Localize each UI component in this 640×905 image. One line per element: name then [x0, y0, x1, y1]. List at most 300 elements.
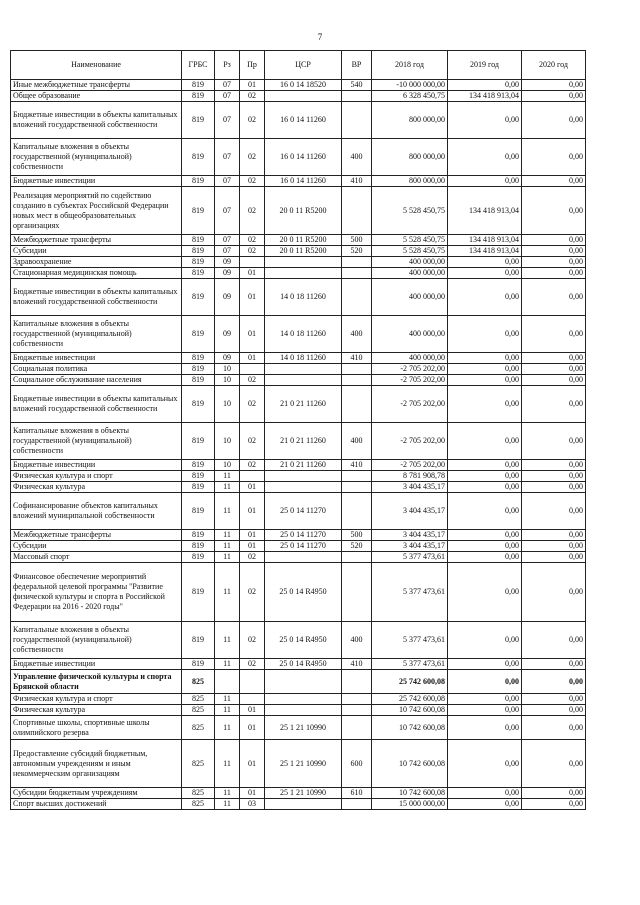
cell-2019: 0,00: [448, 423, 522, 460]
cell-rz: 11: [215, 659, 240, 670]
cell-csr: 25 0 14 11270: [265, 541, 342, 552]
cell-grbs: 825: [182, 670, 215, 694]
table-row: [11, 187, 586, 235]
table-row: [11, 493, 586, 530]
cell-2019: 0,00: [448, 740, 522, 788]
cell-2018: 10 742 600,08: [372, 788, 448, 799]
cell-name: Спорт высших достижений: [11, 799, 182, 810]
cell-csr: [265, 364, 342, 375]
cell-2018: 5 377 473,61: [372, 622, 448, 659]
cell-vr: [342, 670, 372, 694]
cell-grbs: 819: [182, 364, 215, 375]
cell-2019: 0,00: [448, 386, 522, 423]
cell-csr: 20 0 11 R5200: [265, 246, 342, 257]
cell-name: Предоставление субсидий бюджетным, автономным учреждениям и иным некоммерческим организациям: [11, 740, 182, 788]
cell-pr: 01: [240, 541, 265, 552]
cell-grbs: 819: [182, 80, 215, 91]
cell-csr: 25 1 21 10990: [265, 740, 342, 788]
cell-rz: 10: [215, 364, 240, 375]
cell-2019: 0,00: [448, 788, 522, 799]
cell-rz: 09: [215, 279, 240, 316]
cell-name: Межбюджетные трансферты: [11, 235, 182, 246]
cell-vr: [342, 694, 372, 705]
cell-vr: 500: [342, 530, 372, 541]
cell-grbs: 819: [182, 563, 215, 622]
header-2018: 2018 год: [372, 51, 448, 80]
table-header-row: [11, 51, 586, 80]
cell-grbs: 819: [182, 257, 215, 268]
cell-pr: 02: [240, 423, 265, 460]
cell-grbs: 819: [182, 482, 215, 493]
header-csr: ЦСР: [265, 51, 342, 80]
cell-2019: 0,00: [448, 257, 522, 268]
cell-name: Финансовое обеспечение мероприятий федеральной целевой программы "Развитие физической культуры и спорта в Российской Федерации на 2016 - 2020 годы": [11, 563, 182, 622]
cell-2018: 800 000,00: [372, 139, 448, 176]
cell-vr: [342, 799, 372, 810]
cell-2020: 0,00: [522, 80, 586, 91]
cell-pr: 01: [240, 353, 265, 364]
cell-csr: 16 0 14 11260: [265, 102, 342, 139]
cell-name: Здравоохранение: [11, 257, 182, 268]
cell-2018: 5 377 473,61: [372, 659, 448, 670]
cell-name: Физическая культура и спорт: [11, 471, 182, 482]
cell-rz: 09: [215, 316, 240, 353]
cell-pr: 01: [240, 788, 265, 799]
table-row: [11, 235, 586, 246]
cell-2020: 0,00: [522, 375, 586, 386]
header-vr: ВР: [342, 51, 372, 80]
cell-2018: 8 781 908,78: [372, 471, 448, 482]
cell-pr: 02: [240, 176, 265, 187]
cell-pr: 03: [240, 799, 265, 810]
cell-2020: 0,00: [522, 460, 586, 471]
table-row: [11, 176, 586, 187]
cell-vr: [342, 375, 372, 386]
cell-grbs: 819: [182, 235, 215, 246]
cell-vr: [342, 279, 372, 316]
cell-grbs: 819: [182, 375, 215, 386]
cell-rz: 10: [215, 386, 240, 423]
table-row: [11, 460, 586, 471]
header-2020: 2020 год: [522, 51, 586, 80]
cell-2020: 0,00: [522, 386, 586, 423]
cell-vr: [342, 471, 372, 482]
table-row: [11, 716, 586, 740]
cell-rz: 11: [215, 482, 240, 493]
cell-vr: 520: [342, 541, 372, 552]
cell-2018: 400 000,00: [372, 257, 448, 268]
cell-csr: [265, 694, 342, 705]
cell-pr: [240, 257, 265, 268]
cell-name: Софинансирование объектов капитальных вложений муниципальной собственности: [11, 493, 182, 530]
cell-2018: 6 328 450,75: [372, 91, 448, 102]
cell-2018: 25 742 600,08: [372, 694, 448, 705]
cell-grbs: 819: [182, 187, 215, 235]
cell-grbs: 819: [182, 541, 215, 552]
cell-name: Капитальные вложения в объекты государственной (муниципальной) собственности: [11, 622, 182, 659]
cell-csr: 21 0 21 11260: [265, 386, 342, 423]
cell-rz: 11: [215, 471, 240, 482]
table-row: [11, 694, 586, 705]
header-grbs: ГРБС: [182, 51, 215, 80]
cell-2018: 3 404 435,17: [372, 493, 448, 530]
cell-vr: 410: [342, 353, 372, 364]
table-row: [11, 563, 586, 622]
cell-grbs: 819: [182, 102, 215, 139]
cell-name: Массовый спорт: [11, 552, 182, 563]
cell-name: Бюджетные инвестиции в объекты капитальных вложений государственной собственности: [11, 102, 182, 139]
cell-vr: [342, 563, 372, 622]
cell-2018: -2 705 202,00: [372, 386, 448, 423]
cell-pr: 02: [240, 563, 265, 622]
cell-name: Физическая культура и спорт: [11, 694, 182, 705]
cell-grbs: 819: [182, 139, 215, 176]
cell-2019: 0,00: [448, 375, 522, 386]
cell-rz: 10: [215, 460, 240, 471]
table-row: [11, 353, 586, 364]
table-row: [11, 788, 586, 799]
cell-2020: 0,00: [522, 740, 586, 788]
cell-grbs: 819: [182, 246, 215, 257]
cell-vr: [342, 705, 372, 716]
cell-csr: 20 0 11 R5200: [265, 187, 342, 235]
cell-pr: 02: [240, 235, 265, 246]
cell-pr: 02: [240, 622, 265, 659]
cell-2019: 134 418 913,04: [448, 246, 522, 257]
cell-grbs: 819: [182, 91, 215, 102]
cell-2020: 0,00: [522, 788, 586, 799]
cell-name: Физическая культура: [11, 705, 182, 716]
table-row: [11, 316, 586, 353]
cell-rz: 07: [215, 176, 240, 187]
cell-rz: 07: [215, 246, 240, 257]
cell-2020: 0,00: [522, 423, 586, 460]
cell-rz: 11: [215, 799, 240, 810]
cell-name: Социальное обслуживание населения: [11, 375, 182, 386]
cell-pr: [240, 694, 265, 705]
cell-2020: 0,00: [522, 279, 586, 316]
table-row: [11, 139, 586, 176]
cell-rz: 11: [215, 694, 240, 705]
cell-rz: 11: [215, 530, 240, 541]
cell-2018: 800 000,00: [372, 102, 448, 139]
cell-2020: 0,00: [522, 176, 586, 187]
cell-2020: 0,00: [522, 139, 586, 176]
cell-name: Бюджетные инвестиции: [11, 353, 182, 364]
cell-vr: 400: [342, 139, 372, 176]
cell-csr: [265, 471, 342, 482]
cell-2018: 5 377 473,61: [372, 552, 448, 563]
cell-rz: 11: [215, 622, 240, 659]
cell-vr: [342, 552, 372, 563]
table-row: [11, 364, 586, 375]
cell-csr: [265, 375, 342, 386]
table-row: [11, 102, 586, 139]
header-2019: 2019 год: [448, 51, 522, 80]
cell-2018: 3 404 435,17: [372, 482, 448, 493]
cell-pr: 02: [240, 460, 265, 471]
cell-vr: [342, 268, 372, 279]
cell-csr: [265, 705, 342, 716]
cell-2018: 3 404 435,17: [372, 541, 448, 552]
header-pr: Пр: [240, 51, 265, 80]
cell-pr: 01: [240, 493, 265, 530]
cell-rz: 07: [215, 139, 240, 176]
cell-pr: 02: [240, 91, 265, 102]
cell-grbs: 819: [182, 552, 215, 563]
cell-csr: [265, 257, 342, 268]
cell-pr: 02: [240, 375, 265, 386]
cell-csr: 14 0 18 11260: [265, 316, 342, 353]
cell-rz: 07: [215, 235, 240, 246]
table-row: [11, 471, 586, 482]
cell-csr: 21 0 21 11260: [265, 423, 342, 460]
cell-vr: 400: [342, 316, 372, 353]
table-row: [11, 541, 586, 552]
cell-vr: 400: [342, 622, 372, 659]
table-row: [11, 423, 586, 460]
cell-2019: 0,00: [448, 694, 522, 705]
cell-rz: 11: [215, 552, 240, 563]
cell-grbs: 819: [182, 530, 215, 541]
cell-2019: 0,00: [448, 102, 522, 139]
cell-name: Субсидии: [11, 246, 182, 257]
cell-vr: [342, 716, 372, 740]
cell-2018: -2 705 202,00: [372, 375, 448, 386]
cell-2018: 10 742 600,08: [372, 740, 448, 788]
cell-2020: 0,00: [522, 364, 586, 375]
cell-name: Стационарная медицинская помощь: [11, 268, 182, 279]
table-row: [11, 659, 586, 670]
cell-vr: 600: [342, 740, 372, 788]
table-row: [11, 552, 586, 563]
cell-rz: 10: [215, 423, 240, 460]
cell-2019: 0,00: [448, 353, 522, 364]
cell-pr: 02: [240, 386, 265, 423]
cell-2018: 400 000,00: [372, 268, 448, 279]
cell-name: Спортивные школы, спортивные школы олимпийского резерва: [11, 716, 182, 740]
table-row: [11, 386, 586, 423]
table-row: [11, 268, 586, 279]
cell-rz: 07: [215, 187, 240, 235]
cell-2019: 0,00: [448, 176, 522, 187]
cell-grbs: 819: [182, 659, 215, 670]
cell-pr: 02: [240, 102, 265, 139]
cell-grbs: 825: [182, 788, 215, 799]
cell-csr: [265, 799, 342, 810]
cell-2020: 0,00: [522, 705, 586, 716]
cell-rz: 11: [215, 716, 240, 740]
table-row: [11, 622, 586, 659]
cell-2019: 0,00: [448, 622, 522, 659]
cell-csr: [265, 482, 342, 493]
cell-2020: 0,00: [522, 659, 586, 670]
cell-2018: -2 705 202,00: [372, 460, 448, 471]
cell-2018: 15 000 000,00: [372, 799, 448, 810]
cell-2019: 0,00: [448, 364, 522, 375]
table-row: [11, 670, 586, 694]
header-name: Наименование: [11, 51, 182, 80]
cell-pr: 02: [240, 139, 265, 176]
cell-rz: 11: [215, 541, 240, 552]
cell-2019: 134 418 913,04: [448, 187, 522, 235]
cell-2020: 0,00: [522, 353, 586, 364]
cell-pr: 01: [240, 279, 265, 316]
cell-vr: 520: [342, 246, 372, 257]
table-row: [11, 80, 586, 91]
table-row: [11, 279, 586, 316]
cell-vr: 410: [342, 460, 372, 471]
cell-csr: 25 0 14 11270: [265, 493, 342, 530]
cell-2019: 0,00: [448, 80, 522, 91]
cell-2019: 0,00: [448, 670, 522, 694]
cell-name: Бюджетные инвестиции в объекты капитальных вложений государственной собственности: [11, 279, 182, 316]
cell-2020: 0,00: [522, 268, 586, 279]
cell-2019: 0,00: [448, 563, 522, 622]
cell-grbs: 825: [182, 799, 215, 810]
cell-2018: -2 705 202,00: [372, 364, 448, 375]
cell-grbs: 825: [182, 740, 215, 788]
cell-pr: [240, 670, 265, 694]
cell-name: Социальная политика: [11, 364, 182, 375]
cell-2018: -10 000 000,00: [372, 80, 448, 91]
cell-2019: 0,00: [448, 541, 522, 552]
cell-2020: 0,00: [522, 493, 586, 530]
page-number: 7: [317, 32, 323, 42]
cell-pr: 01: [240, 740, 265, 788]
cell-2020: 0,00: [522, 563, 586, 622]
cell-2019: 0,00: [448, 482, 522, 493]
cell-name: Иные межбюджетные трансферты: [11, 80, 182, 91]
cell-pr: 01: [240, 482, 265, 493]
cell-vr: 400: [342, 423, 372, 460]
cell-2018: 800 000,00: [372, 176, 448, 187]
cell-2018: 400 000,00: [372, 279, 448, 316]
cell-pr: 01: [240, 716, 265, 740]
cell-2020: 0,00: [522, 541, 586, 552]
cell-grbs: 819: [182, 423, 215, 460]
cell-2018: 10 742 600,08: [372, 705, 448, 716]
cell-2020: 0,00: [522, 316, 586, 353]
cell-2020: 0,00: [522, 257, 586, 268]
cell-grbs: 819: [182, 471, 215, 482]
cell-rz: 11: [215, 563, 240, 622]
cell-name: Реализация мероприятий по содействию созданию в субъектах Российской Федерации новых мест в общеобразовательных организациях: [11, 187, 182, 235]
cell-rz: 09: [215, 353, 240, 364]
cell-2019: 0,00: [448, 471, 522, 482]
cell-vr: 410: [342, 176, 372, 187]
cell-name: Бюджетные инвестиции: [11, 659, 182, 670]
cell-grbs: 819: [182, 622, 215, 659]
cell-2019: 0,00: [448, 659, 522, 670]
cell-grbs: 825: [182, 716, 215, 740]
cell-rz: 09: [215, 257, 240, 268]
cell-2019: 0,00: [448, 716, 522, 740]
cell-name: Бюджетные инвестиции: [11, 460, 182, 471]
cell-csr: 16 0 14 11260: [265, 139, 342, 176]
cell-grbs: 825: [182, 705, 215, 716]
cell-2019: 0,00: [448, 279, 522, 316]
cell-csr: 25 1 21 10990: [265, 716, 342, 740]
cell-vr: [342, 493, 372, 530]
cell-name: Капитальные вложения в объекты государственной (муниципальной) собственности: [11, 139, 182, 176]
cell-2020: 0,00: [522, 622, 586, 659]
cell-csr: 25 0 14 11270: [265, 530, 342, 541]
cell-pr: 02: [240, 246, 265, 257]
cell-2019: 0,00: [448, 530, 522, 541]
cell-rz: 09: [215, 268, 240, 279]
cell-2019: 0,00: [448, 316, 522, 353]
cell-2019: 0,00: [448, 460, 522, 471]
cell-csr: 25 0 14 R4950: [265, 622, 342, 659]
cell-name: Субсидии бюджетным учреждениям: [11, 788, 182, 799]
cell-pr: 02: [240, 659, 265, 670]
cell-csr: 25 1 21 10990: [265, 788, 342, 799]
cell-csr: [265, 670, 342, 694]
cell-rz: 07: [215, 80, 240, 91]
cell-vr: 540: [342, 80, 372, 91]
cell-grbs: 819: [182, 386, 215, 423]
cell-grbs: 819: [182, 353, 215, 364]
cell-pr: 01: [240, 80, 265, 91]
table-row: [11, 246, 586, 257]
cell-vr: [342, 386, 372, 423]
cell-2020: 0,00: [522, 187, 586, 235]
cell-2020: 0,00: [522, 482, 586, 493]
cell-grbs: 819: [182, 460, 215, 471]
cell-csr: [265, 552, 342, 563]
cell-rz: 11: [215, 705, 240, 716]
table-row: [11, 375, 586, 386]
cell-2019: 0,00: [448, 268, 522, 279]
cell-2020: 0,00: [522, 91, 586, 102]
cell-2020: 0,00: [522, 530, 586, 541]
cell-pr: [240, 471, 265, 482]
cell-csr: 16 0 14 11260: [265, 176, 342, 187]
cell-vr: [342, 364, 372, 375]
cell-name: Бюджетные инвестиции в объекты капитальных вложений государственной собственности: [11, 386, 182, 423]
cell-2018: 5 377 473,61: [372, 563, 448, 622]
cell-2020: 0,00: [522, 552, 586, 563]
cell-2018: 3 404 435,17: [372, 530, 448, 541]
cell-rz: 10: [215, 375, 240, 386]
header-rz: Рз: [215, 51, 240, 80]
cell-csr: 14 0 18 11260: [265, 353, 342, 364]
cell-vr: [342, 482, 372, 493]
cell-name: Физическая культура: [11, 482, 182, 493]
cell-grbs: 825: [182, 694, 215, 705]
cell-vr: [342, 257, 372, 268]
cell-csr: 16 0 14 18520: [265, 80, 342, 91]
cell-2020: 0,00: [522, 716, 586, 740]
cell-2019: 0,00: [448, 552, 522, 563]
cell-2019: 0,00: [448, 139, 522, 176]
table-row: [11, 482, 586, 493]
cell-csr: 21 0 21 11260: [265, 460, 342, 471]
cell-name: Капитальные вложения в объекты государственной (муниципальной) собственности: [11, 316, 182, 353]
cell-csr: 25 0 14 R4950: [265, 563, 342, 622]
table-row: [11, 705, 586, 716]
table-row: [11, 91, 586, 102]
budget-table: [10, 50, 586, 810]
cell-2018: 5 528 450,75: [372, 235, 448, 246]
cell-pr: 02: [240, 187, 265, 235]
cell-rz: 11: [215, 788, 240, 799]
cell-2018: 5 528 450,75: [372, 187, 448, 235]
cell-name: Бюджетные инвестиции: [11, 176, 182, 187]
cell-name: Межбюджетные трансферты: [11, 530, 182, 541]
cell-2020: 0,00: [522, 102, 586, 139]
